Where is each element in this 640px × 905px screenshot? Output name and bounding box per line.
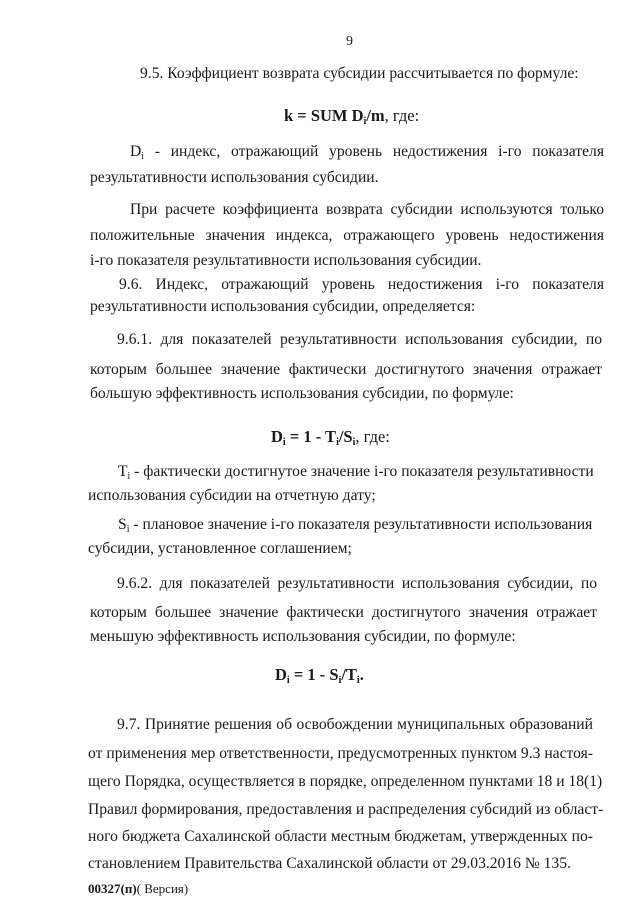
footer-tail: ( Версия): [136, 881, 189, 896]
formula-di-1: [271, 427, 390, 447]
paragraph-9-7-line6: становлением Правительства Сахалинской области от 29.03.2016 № 135.: [88, 855, 571, 872]
formula-k-part2: /m: [366, 106, 385, 125]
si-text: - плановое значение i-го показателя результативности использования: [129, 516, 593, 533]
paragraph-9-7-line1: 9.7. Принятие решения об освобождении муниципальных образований: [117, 716, 593, 733]
si-definition-line2: субсидии, установленное соглашением;: [88, 540, 352, 557]
si-symbol: S: [118, 516, 127, 533]
paragraph-9-6-2-line3: меньшую эффективность использования субсидии, по формуле:: [90, 628, 516, 645]
paragraph-9-6-1-line3: большую эффективность использования субсидии, по формуле:: [90, 385, 514, 402]
f2-c: /S: [338, 427, 353, 446]
f2-tail: , где:: [355, 427, 390, 446]
footer-version: [88, 879, 188, 899]
paragraph-9-7-line4: Правил формирования, предоставления и распределения субсидий из област-: [88, 801, 604, 818]
di-definition-line1: [130, 142, 604, 162]
f3-s3: i: [356, 675, 360, 686]
paragraph-9-6-1-line2: которым большее значение фактически достигнутого значения отражает: [90, 361, 602, 378]
f2-b: = 1 - T: [285, 427, 337, 446]
paragraph-9-6-line1: 9.6. Индекс, отражающий уровень недостижения i-го показателя: [119, 276, 604, 293]
ti-definition-line2: использования субсидии на отчетную дату;: [88, 487, 376, 504]
f3-a: D: [275, 665, 287, 684]
f2-s3: i: [352, 437, 356, 448]
formula-k-tail: , где:: [384, 106, 420, 125]
f3-c: /T: [341, 665, 357, 684]
calc-line3: i-го показателя результативности использования субсидии.: [90, 252, 482, 269]
si-definition-line1: [118, 515, 592, 535]
paragraph-9-7-line3: щего Порядка, осуществляется в порядке, определенном пунктами 18 и 18(1): [88, 773, 603, 790]
di-definition-line2: результативности использования субсидии.: [90, 169, 379, 186]
paragraph-9-6-2-line1: 9.6.2. для показателей результативности использования субсидии, по: [117, 575, 597, 592]
formula-k-part1: k = SUM D: [284, 106, 364, 125]
f2-s2: i: [336, 437, 339, 448]
f3-s1: i: [286, 675, 290, 686]
formula-di-2: [275, 665, 364, 685]
paragraph-9-6-line2: результативности использования субсидии, определяется:: [90, 298, 476, 315]
di-text: - индекс, отражающий уровень недостижения i-го показателя: [144, 143, 604, 160]
di-sub: i: [141, 151, 145, 162]
paragraph-9-7-line2: от применения мер ответственности, предусмотренных пунктом 9.3 настоя-: [88, 745, 593, 762]
f2-a: D: [271, 427, 283, 446]
paragraph-9-6-1-line1: 9.6.1. для показателей результативности использования субсидии, по: [117, 331, 602, 348]
paragraph-9-7-line5: ного бюджета Сахалинской области местным бюджетам, утвержденных по-: [88, 828, 593, 845]
di-symbol: D: [130, 143, 142, 160]
formula-k-sub: i: [363, 116, 367, 127]
page-number: 9: [346, 34, 353, 49]
ti-text: - фактически достигнутое значение i-го показателя результативности: [130, 463, 594, 480]
footer-code: 00327(п): [88, 881, 137, 896]
f3-tail: .: [359, 665, 364, 684]
f3-b: = 1 - S: [289, 665, 339, 684]
f3-s2: i: [338, 675, 342, 686]
f2-s1: i: [282, 437, 286, 448]
paragraph-9-5: 9.5. Коэффициент возврата субсидии рассчитывается по формуле:: [140, 65, 579, 82]
calc-line2: положительные значения индекса, отражающего уровень недостижения: [90, 227, 604, 244]
calc-line1: При расчете коэффициента возврата субсидии используются только: [130, 201, 604, 218]
si-sub: i: [126, 524, 130, 535]
formula-k: [284, 106, 419, 126]
ti-symbol: T: [118, 463, 128, 480]
ti-definition-line1: [118, 462, 594, 482]
ti-sub: i: [127, 471, 131, 482]
paragraph-9-6-2-line2: которым большее значение фактически достигнутого значения отражает: [90, 604, 597, 621]
